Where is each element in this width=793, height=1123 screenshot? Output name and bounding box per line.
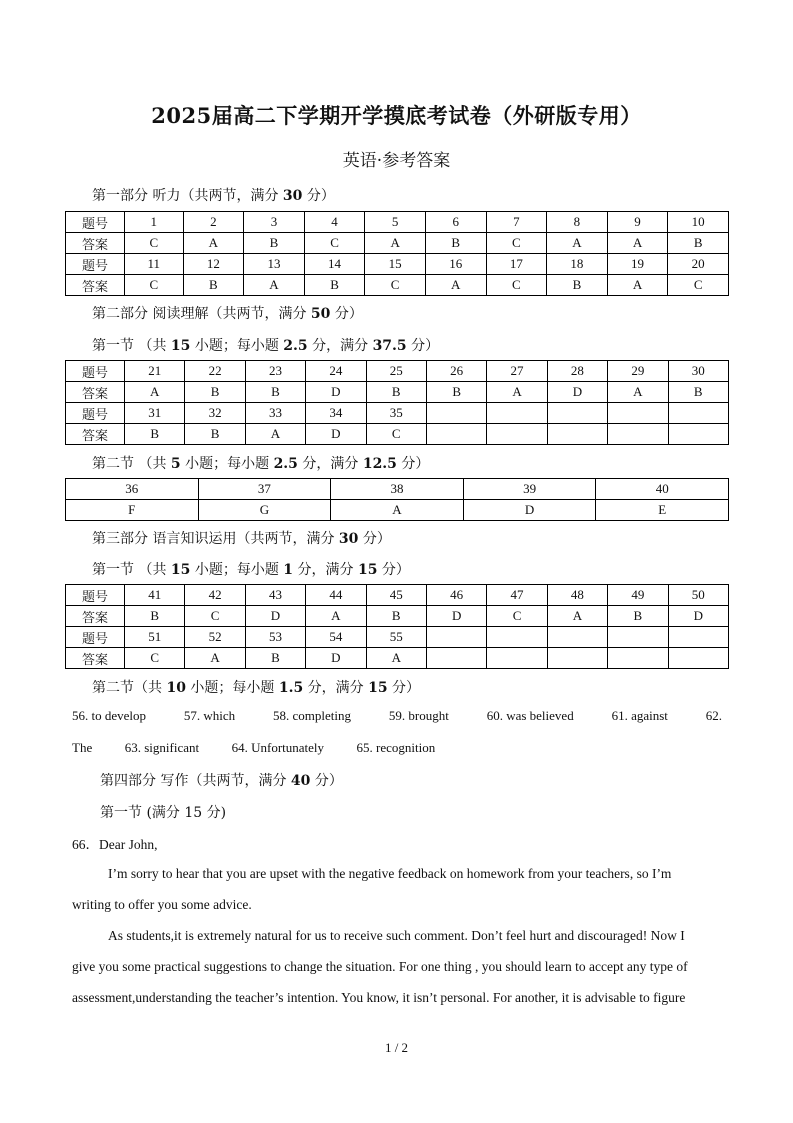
table-cell: 28: [547, 361, 607, 382]
letter-line: As students,it is extremely natural for us to receive such comment. Don’t feel hurt and discouraged! Now I: [108, 928, 685, 943]
table-row: [66, 212, 729, 233]
table-cell: 24: [306, 361, 366, 382]
part2-section2-heading: 第二节 （共 5 小题；每小题 2.5 分，满分 12.5 分）: [92, 456, 430, 472]
table-row: [66, 254, 729, 275]
table-cell: 8: [547, 212, 608, 233]
table-cell: 26: [426, 361, 486, 382]
part4-heading: 第四部分 写作（共两节，满分 40 分）: [100, 773, 343, 789]
table-cell: 10: [668, 212, 729, 233]
part3-section2-heading: 第二节（共 10 小题；每小题 1.5 分，满分 15 分）: [92, 680, 421, 696]
table-cell: 25: [366, 361, 426, 382]
fill-answer: 62.: [705, 708, 722, 723]
table-cell: B: [245, 648, 305, 669]
table-cell: B: [183, 275, 244, 296]
table-row: [66, 585, 729, 606]
table-cell: [668, 403, 728, 424]
table-cell: 55: [366, 627, 426, 648]
table-cell: 53: [245, 627, 305, 648]
table-cell: 30: [668, 361, 728, 382]
fill-answer: 61. against: [611, 708, 668, 723]
letter-line: writing to offer you some advice.: [72, 897, 252, 912]
table-cell: D: [306, 424, 366, 445]
page-subtitle: 英语·参考答案: [342, 151, 451, 171]
table-cell: C: [365, 275, 426, 296]
table-cell: 41: [125, 585, 185, 606]
table-cell: A: [608, 382, 668, 403]
table-cell: 22: [185, 361, 245, 382]
table-cell: B: [244, 233, 305, 254]
table-cell: A: [331, 500, 464, 521]
table-cell: [608, 403, 668, 424]
table-cell: D: [245, 606, 305, 627]
table-cell: 16: [425, 254, 486, 275]
table-cell: B: [366, 382, 426, 403]
table-cell: [426, 403, 486, 424]
table-cell: 32: [185, 403, 245, 424]
table-row: [66, 361, 729, 382]
table-cell: 44: [306, 585, 366, 606]
table-cell: A: [607, 233, 668, 254]
row-label: 答案: [66, 606, 125, 627]
table-cell: [487, 648, 547, 669]
table-cell: 13: [244, 254, 305, 275]
table-cell: C: [185, 606, 245, 627]
table-cell: 5: [365, 212, 426, 233]
table-cell: [487, 403, 547, 424]
table-cell: D: [463, 500, 596, 521]
table-cell: 7: [486, 212, 547, 233]
fill-answer: 58. completing: [273, 708, 352, 723]
table-cell: B: [366, 606, 426, 627]
table-cell: D: [306, 648, 366, 669]
table-cell: A: [607, 275, 668, 296]
table-cell: 3: [244, 212, 305, 233]
table-cell: [426, 424, 486, 445]
table-cell: C: [125, 648, 185, 669]
table-cell: 31: [125, 403, 185, 424]
table-cell: A: [244, 275, 305, 296]
row-label: 题号: [66, 403, 125, 424]
table-cell: [487, 424, 547, 445]
table-cell: B: [668, 233, 729, 254]
fill-answer: 64. Unfortunately: [231, 740, 325, 755]
row-label: 题号: [66, 627, 125, 648]
table-cell: 37: [198, 479, 331, 500]
table-cell: A: [185, 648, 245, 669]
table-cell: B: [668, 382, 728, 403]
table-cell: [547, 424, 607, 445]
row-label: 答案: [66, 424, 125, 445]
table-cell: [547, 403, 607, 424]
table-cell: [487, 627, 547, 648]
table-cell: 9: [607, 212, 668, 233]
table-cell: E: [596, 500, 729, 521]
table-cell: D: [547, 382, 607, 403]
table-cell: 51: [125, 627, 185, 648]
part3-heading: 第三部分 语言知识运用（共两节，满分 30 分）: [92, 531, 391, 547]
table-cell: B: [426, 382, 486, 403]
table-cell: A: [365, 233, 426, 254]
table-cell: 20: [668, 254, 729, 275]
table-cell: B: [125, 606, 185, 627]
row-label: 答案: [66, 648, 125, 669]
table-cell: 33: [245, 403, 305, 424]
table-cell: 27: [487, 361, 547, 382]
table-cell: [668, 424, 728, 445]
table-cell: [426, 627, 486, 648]
table-cell: 29: [608, 361, 668, 382]
letter-paragraph-2: [72, 920, 722, 1013]
table-cell: 17: [486, 254, 547, 275]
table-row: [66, 424, 729, 445]
table-cell: C: [486, 275, 547, 296]
table-cell: D: [426, 606, 486, 627]
table-cell: C: [486, 233, 547, 254]
table-cell: 45: [366, 585, 426, 606]
table-row: [66, 403, 729, 424]
part2-section1-answer-table: [65, 360, 729, 445]
table-cell: [547, 648, 607, 669]
table-row: [66, 627, 729, 648]
table-cell: 12: [183, 254, 244, 275]
table-cell: 15: [365, 254, 426, 275]
table-cell: [547, 627, 607, 648]
table-row: [66, 382, 729, 403]
table-cell: 34: [306, 403, 366, 424]
table-cell: [668, 627, 728, 648]
part2-section2-answer-table: [65, 478, 729, 521]
table-cell: 35: [366, 403, 426, 424]
table-cell: B: [185, 424, 245, 445]
table-cell: C: [366, 424, 426, 445]
table-cell: B: [245, 382, 305, 403]
table-cell: [608, 627, 668, 648]
row-label: 题号: [66, 212, 125, 233]
part3-section1-answer-table: [65, 584, 729, 669]
table-cell: A: [425, 275, 486, 296]
row-label: 题号: [66, 254, 125, 275]
table-cell: [426, 648, 486, 669]
table-cell: 1: [125, 212, 184, 233]
fill-answer: 65. recognition: [356, 740, 436, 755]
table-cell: D: [668, 606, 728, 627]
table-cell: 40: [596, 479, 729, 500]
letter-greeting: 66．Dear John,: [72, 837, 158, 852]
table-cell: 50: [668, 585, 728, 606]
fill-answers-line1: [72, 708, 722, 724]
table-cell: 4: [304, 212, 365, 233]
table-row: [66, 233, 729, 254]
part4-section1-heading: 第一节 (满分 15 分): [100, 805, 227, 821]
letter-paragraph-1: [72, 858, 722, 920]
table-cell: C: [125, 233, 184, 254]
table-cell: B: [125, 424, 185, 445]
part1-answer-table: [65, 211, 729, 296]
letter-line: give you some practical suggestions to change the situation. For one thing , you should learn to accept any type of: [72, 959, 688, 974]
table-cell: 11: [125, 254, 184, 275]
table-cell: B: [304, 275, 365, 296]
table-cell: 47: [487, 585, 547, 606]
table-cell: B: [608, 606, 668, 627]
table-cell: 38: [331, 479, 464, 500]
table-cell: A: [183, 233, 244, 254]
table-cell: B: [425, 233, 486, 254]
letter-line: assessment,understanding the teacher’s intention. You know, it isn’t personal. For another, it is advisable to figure: [72, 990, 686, 1005]
table-row: [66, 479, 729, 500]
table-cell: A: [547, 606, 607, 627]
table-cell: A: [245, 424, 305, 445]
table-cell: A: [306, 606, 366, 627]
table-cell: [608, 424, 668, 445]
table-cell: 21: [125, 361, 185, 382]
page-title: 2025届高二下学期开学摸底考试卷（外研版专用）: [151, 103, 642, 128]
table-cell: 14: [304, 254, 365, 275]
table-cell: D: [306, 382, 366, 403]
table-cell: 2: [183, 212, 244, 233]
table-cell: B: [547, 275, 608, 296]
table-cell: 19: [607, 254, 668, 275]
table-cell: C: [487, 606, 547, 627]
fill-answer: The: [72, 740, 93, 755]
table-cell: F: [66, 500, 199, 521]
table-cell: 52: [185, 627, 245, 648]
row-label: 题号: [66, 585, 125, 606]
table-cell: A: [487, 382, 547, 403]
table-cell: 36: [66, 479, 199, 500]
table-cell: 49: [608, 585, 668, 606]
table-cell: C: [668, 275, 729, 296]
table-cell: A: [125, 382, 185, 403]
row-label: 答案: [66, 233, 125, 254]
table-cell: 18: [547, 254, 608, 275]
table-cell: [668, 648, 728, 669]
table-row: [66, 500, 729, 521]
row-label: 题号: [66, 361, 125, 382]
fill-answer: 60. was believed: [486, 708, 574, 723]
table-cell: C: [304, 233, 365, 254]
table-cell: G: [198, 500, 331, 521]
fill-answers-line2: [72, 740, 435, 756]
table-cell: 23: [245, 361, 305, 382]
table-cell: 6: [425, 212, 486, 233]
row-label: 答案: [66, 382, 125, 403]
fill-answer: 59. brought: [388, 708, 449, 723]
table-row: [66, 648, 729, 669]
letter-line: I’m sorry to hear that you are upset with the negative feedback on homework from your teachers, so I’m: [108, 866, 672, 881]
table-row: [66, 275, 729, 296]
table-cell: 54: [306, 627, 366, 648]
table-cell: [608, 648, 668, 669]
part3-section1-heading: 第一节 （共 15 小题；每小题 1 分，满分 15 分）: [92, 562, 410, 578]
table-cell: A: [366, 648, 426, 669]
table-cell: 46: [426, 585, 486, 606]
part2-heading: 第二部分 阅读理解（共两节，满分 50 分）: [92, 306, 363, 322]
table-cell: 39: [463, 479, 596, 500]
fill-answer: 57. which: [183, 708, 236, 723]
page-number: 1 / 2: [384, 1040, 409, 1055]
table-cell: 42: [185, 585, 245, 606]
table-cell: B: [185, 382, 245, 403]
part2-section1-heading: 第一节 （共 15 小题；每小题 2.5 分，满分 37.5 分）: [92, 338, 440, 354]
table-cell: C: [125, 275, 184, 296]
part1-heading: 第一部分 听力（共两节，满分 30 分）: [92, 188, 335, 204]
table-cell: 48: [547, 585, 607, 606]
table-row: [66, 606, 729, 627]
fill-answer: 63. significant: [124, 740, 200, 755]
row-label: 答案: [66, 275, 125, 296]
fill-answer: 56. to develop: [72, 708, 147, 723]
table-cell: A: [547, 233, 608, 254]
table-cell: 43: [245, 585, 305, 606]
